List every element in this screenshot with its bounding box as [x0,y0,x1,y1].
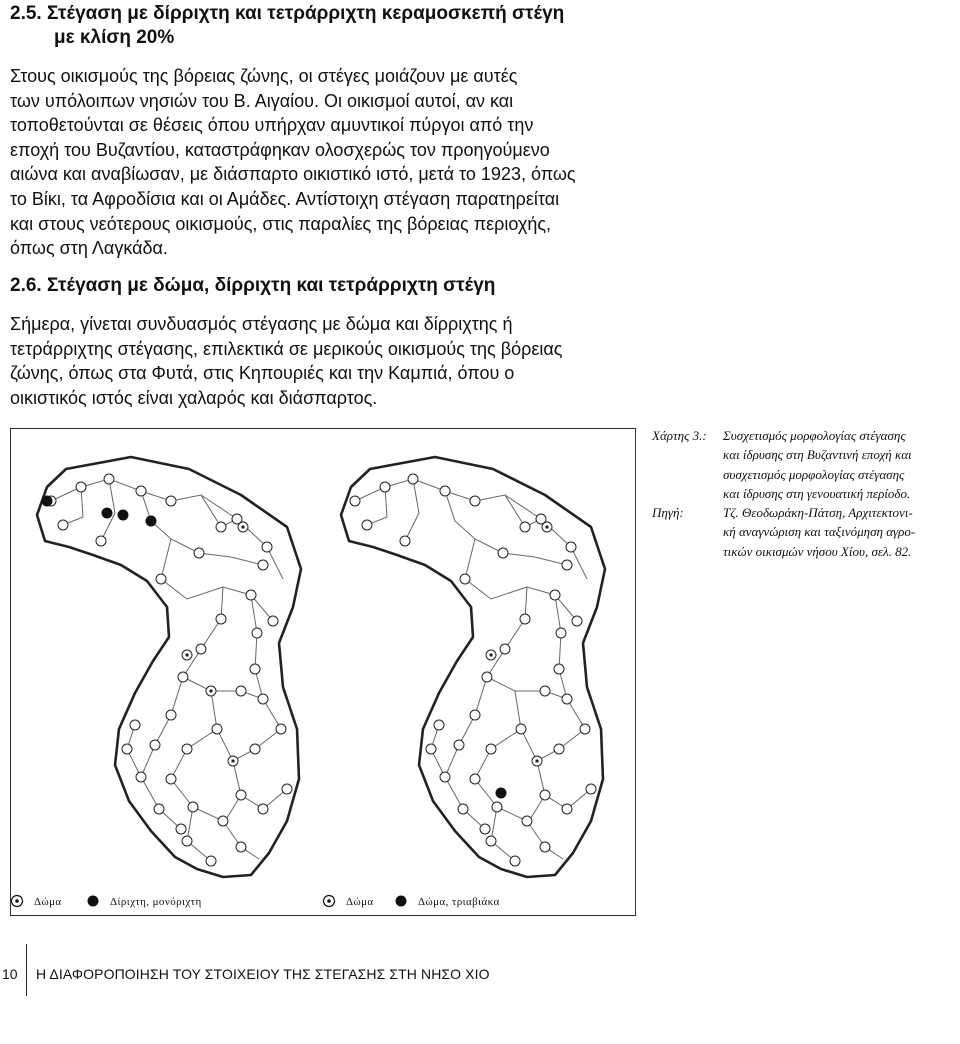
paragraph-line: των υπόλοιπων νησιών του Β. Αιγαίου. Οι οικισμοί αυτοί, αν και [10,90,514,111]
map-caption [652,426,952,561]
target-icon [322,894,336,911]
footer-divider [26,944,27,996]
island-maps [11,429,635,915]
legend-label: Δώμα [346,896,374,908]
paragraph-line: τοποθετούνται σε θέσεις όπου υπήρχαν αμυντικοί πύργοι από την [10,115,534,136]
section-2-5-paragraph [10,64,626,261]
caption-map-label: Χάρτης 3.: [652,428,707,443]
left-map [37,457,301,877]
paragraph-line: όπως στη Λαγκάδα. [10,238,168,259]
paragraph-line: Στους οικισμούς της βόρειας ζώνης, οι στέγες μοιάζουν με αυτές [10,66,518,86]
caption-line: Συσχετισμός μορφολογίας στέγασης [723,428,906,443]
paragraph-line: οικιστικός ιστός είναι χαλαρός και διάσπαρτος. [10,387,378,408]
legend-label: Δώμα, τριαβιάκα [418,896,500,908]
paragraph-line: τετράρριχτης στέγασης, επιλεκτικά σε μερικούς οικισμούς της βόρειας [10,338,563,359]
paragraph-line: Σήμερα, γίνεται συνδυασμός στέγασης με δώμα και δίρριχτης ή [10,314,513,334]
page-number: 10 [2,966,18,982]
section-2-5-title-line1: 2.5. Στέγαση με δίρριχτη και τετράρριχτη κεραμοσκεπή στέγη [10,3,565,24]
caption-line: και ίδρυσης στη γενουατική περίοδο. [723,485,911,501]
target-icon [10,894,24,911]
right-map [341,457,605,877]
section-2-6-title: 2.6. Στέγαση με δώμα, δίρριχτη και τετράρριχτη στέγη [10,275,496,296]
caption-source-label: Πηγή: [652,505,684,521]
paragraph-line: αιώνα και αναβίωσαν, με διάσπαρτο οικιστικό ιστό, μετά το 1923, όπως [10,164,576,185]
filled-dot-icon [394,894,408,911]
caption-line: κή αναγνώριση και ταξινόμηση αγρο- [723,524,916,540]
caption-line: Τζ. Θεοδωράκη-Πάτση, Αρχιτεκτονι- [723,505,913,521]
legend-label: Δίριχτη, μονόριχτη [110,896,202,908]
running-head: Η ΔΙΑΦΟΡΟΠΟΙΗΣΗ ΤΟΥ ΣΤΟΙΧΕΙΟΥ ΤΗΣ ΣΤΕΓΑΣΗΣ ΣΤΗ ΝΗΣΟ ΧΙΟ [36,966,490,982]
paragraph-line: και στους νεότερους οικισμούς, στις παραλίες της βόρειας περιοχής, [10,213,552,234]
filled-dot-icon [86,894,100,911]
caption-line: και ίδρυσης στη Βυζαντινή εποχή και [723,447,912,463]
paragraph-line: εποχή του Βυζαντίου, καταστράφηκαν ολοσχερώς τον προηγούμενο [10,139,550,160]
section-2-5-title-line2: με κλίση 20% [54,27,175,48]
legend-label: Δώμα [34,896,62,908]
caption-line: συσχετισμός μορφολογίας στέγασης [723,466,905,482]
paragraph-line: ζώνης, όπως στα Φυτά, στις Κηπουριές και την Καμπιά, όπου ο [10,363,515,384]
section-2-6-paragraph [10,312,626,410]
maps-frame [10,428,636,916]
paragraph-line: το Βίκι, τα Αφροδίσια και οι Αμάδες. Αντίστοιχη στέγαση παρατηρείται [10,188,560,209]
caption-line: τικών οικισμών νήσου Χίου, σελ. 82. [723,543,912,559]
